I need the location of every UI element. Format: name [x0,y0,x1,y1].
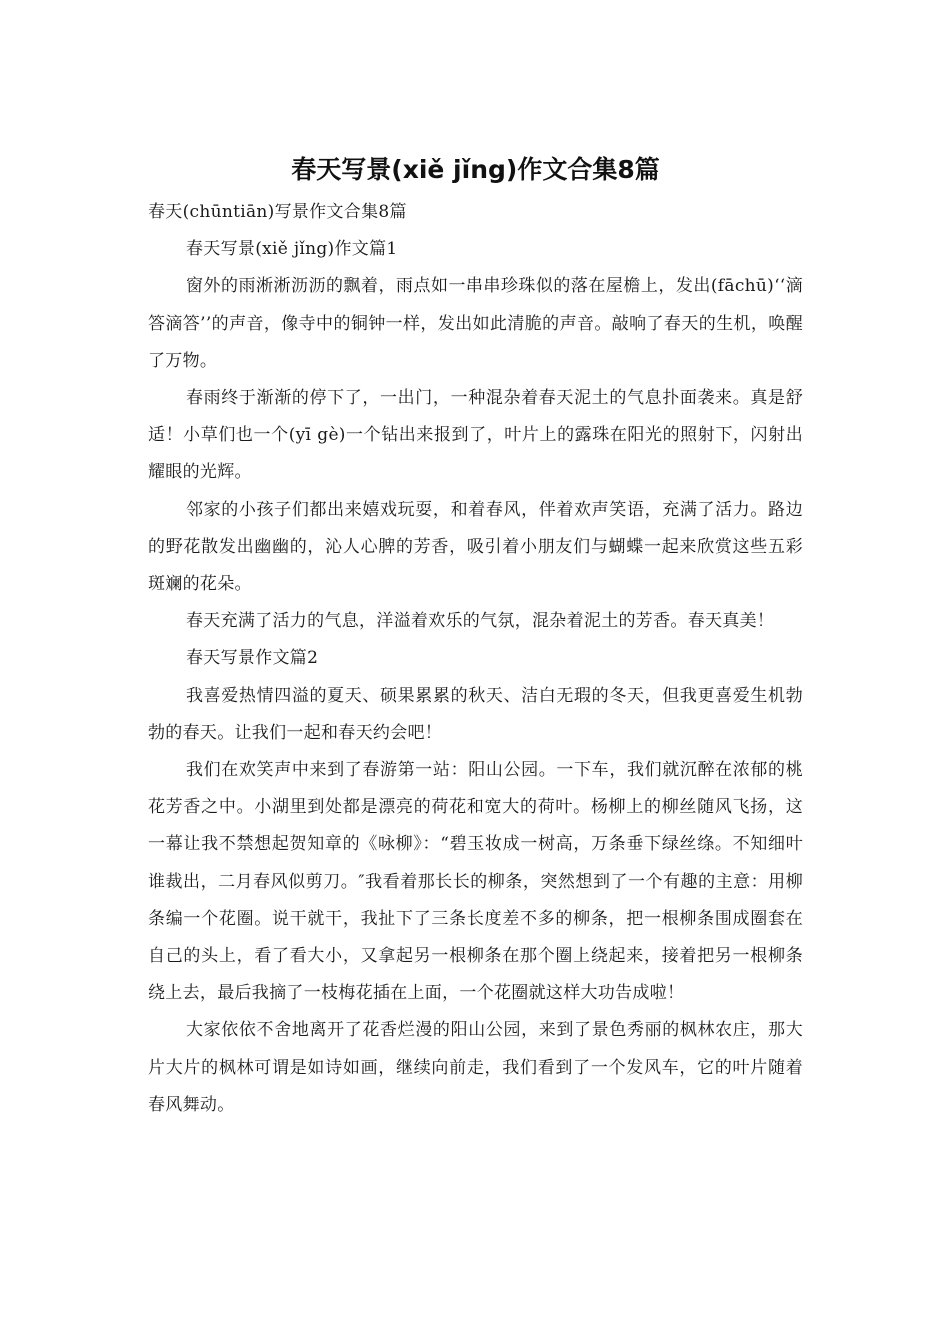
paragraph: 邻家的小孩子们都出来嬉戏玩耍，和着春风，伴着欢声笑语，充满了活力。路边的野花散发出幽幽的，沁人心脾的芳香，吸引着小朋友们与蝴蝶一起来欣赏这些五彩斑斓的花朵。 [148,499,803,595]
paragraph: 我喜爱热情四溢的夏天、硕果累累的秋天、洁白无瑕的冬天，但我更喜爱生机勃勃的春天。让我们一起和春天约会吧！ [148,685,803,743]
section-heading-2: 春天写景作文篇2 [186,648,319,669]
section-heading-1: 春天写景(xiě jǐng)作文篇1 [186,239,398,260]
paragraph: 春天充满了活力的气息，洋溢着欢乐的气氛，混杂着泥土的芳香。春天真美！ [186,611,775,632]
document-subtitle: 春天(chūntiān)写景作文合集8篇 [148,202,407,222]
paragraph: 我们在欢笑声中来到了春游第一站：阳山公园。一下车，我们就沉醉在浓郁的桃花芳香之中。小湖里到处都是漂亮的荷花和宽大的荷叶。杨柳上的柳丝随风飞扬，这一幕让我不禁想起贺知章的《咏柳》：“碧玉妆成一树高，万条垂下绿丝绦。不知细叶谁裁出，二月春风似剪刀。″我看着那长长的柳条，突然想到了一个有趣的主意：用柳条编一个花圈。说干就干，我扯下了三条长度差不多的柳条，把一根柳条围成圈套在自己的头上，看了看大小，又拿起另一根柳条在那个圈上绕起来，接着把另一根柳条绕上去，最后我摘了一枝梅花插在上面，一个花圈就这样大功告成啦！ [148,760,803,1004]
paragraph: 窗外的雨淅淅沥沥的飘着，雨点如一串串珍珠似的落在屋檐上，发出(fāchū)‘‘滴答滴答’’的声音，像寺中的铜钟一样，发出如此清脆的声音。敲响了春天的生机，唤醒了万物。 [148,276,803,371]
paragraph: 大家依依不舍地离开了花香烂漫的阳山公园，来到了景色秀丽的枫林农庄，那大片大片的枫林可谓是如诗如画，继续向前走，我们看到了一个发风车，它的叶片随着春风舞动。 [148,1020,803,1115]
document-title: 春天写景(xiě jǐng)作文合集8篇 [291,155,660,184]
paragraph: 春雨终于渐渐的停下了，一出门，一种混杂着春天泥土的气息扑面袭来。真是舒适！小草们也一个(yī gè)一个钻出来报到了，叶片上的露珠在阳光的照射下，闪射出耀眼的光辉。 [148,388,803,483]
document-page [148,150,803,1124]
